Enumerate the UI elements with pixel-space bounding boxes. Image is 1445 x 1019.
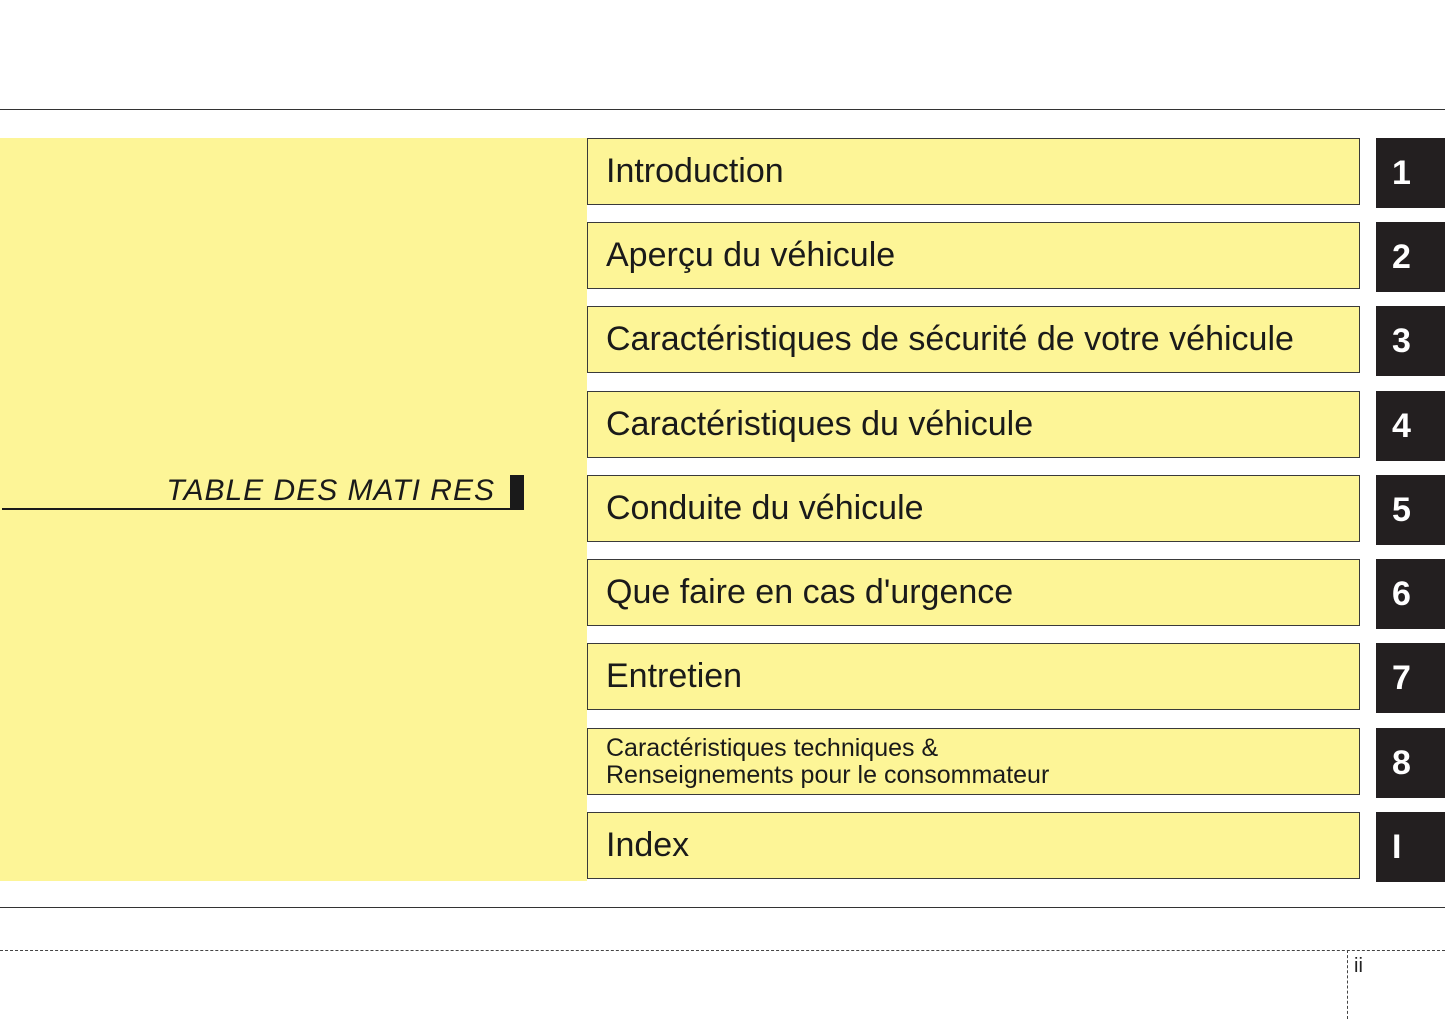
top-rule [0, 109, 1445, 110]
chapter-tab-2[interactable]: 2 [1376, 222, 1445, 292]
toc-row-7 [587, 643, 1445, 712]
chapter-tab-1[interactable]: 1 [1376, 138, 1445, 208]
chapter-tab-5[interactable]: 5 [1376, 475, 1445, 545]
heading-underline [2, 508, 515, 510]
toc-row-4 [587, 391, 1445, 460]
chapter-tab-3[interactable]: 3 [1376, 306, 1445, 376]
toc-row-8 [587, 728, 1445, 797]
toc-entry-label-line1: Caractéristiques techniques & [606, 733, 939, 762]
toc-entry-conduite[interactable] [587, 475, 1360, 542]
toc-entry-label: Entretien [606, 657, 743, 695]
footer-dashed-rule [0, 950, 1445, 951]
toc-entry-label: Introduction [606, 152, 784, 190]
toc-row-6 [587, 559, 1445, 628]
page-number: ii [1354, 955, 1363, 977]
toc-heading-text: TABLE DES MATI RES [166, 474, 495, 507]
toc-row-3 [587, 306, 1445, 375]
chapter-tab-7[interactable]: 7 [1376, 643, 1445, 713]
toc-entry-label: Que faire en cas d'urgence [606, 573, 1014, 611]
toc-entry-urgence[interactable] [587, 559, 1360, 626]
toc-entry-securite[interactable] [587, 306, 1360, 373]
toc-row-1 [587, 138, 1445, 207]
footer-dashed-divider [1347, 950, 1348, 1019]
toc-entry-techniques[interactable] [587, 728, 1360, 795]
toc-entry-label: Aperçu du véhicule [606, 236, 896, 274]
toc-entry-label [606, 735, 1049, 789]
bottom-rule [0, 907, 1445, 908]
toc-entry-label-line2: Renseignements pour le consommateur [606, 760, 1050, 789]
toc-heading [0, 470, 525, 510]
chapter-tab-8[interactable]: 8 [1376, 728, 1445, 798]
toc-entry-apercu[interactable] [587, 222, 1360, 289]
toc-entry-label: Conduite du véhicule [606, 489, 924, 527]
toc-entry-caracteristiques[interactable] [587, 391, 1360, 458]
toc-row-9 [587, 812, 1445, 881]
heading-marker-block [510, 475, 524, 510]
toc-entry-entretien[interactable] [587, 643, 1360, 710]
toc-entry-introduction[interactable] [587, 138, 1360, 205]
toc-row-2 [587, 222, 1445, 291]
toc-entry-label: Index [606, 826, 690, 864]
toc-entry-label: Caractéristiques de sécurité de votre véhicule [606, 320, 1294, 358]
chapter-tab-6[interactable]: 6 [1376, 559, 1445, 629]
chapter-tab-4[interactable]: 4 [1376, 391, 1445, 461]
toc-entry-index[interactable] [587, 812, 1360, 879]
toc-entry-label: Caractéristiques du véhicule [606, 405, 1034, 443]
toc-row-5 [587, 475, 1445, 544]
chapter-tab-index[interactable]: I [1376, 812, 1445, 882]
